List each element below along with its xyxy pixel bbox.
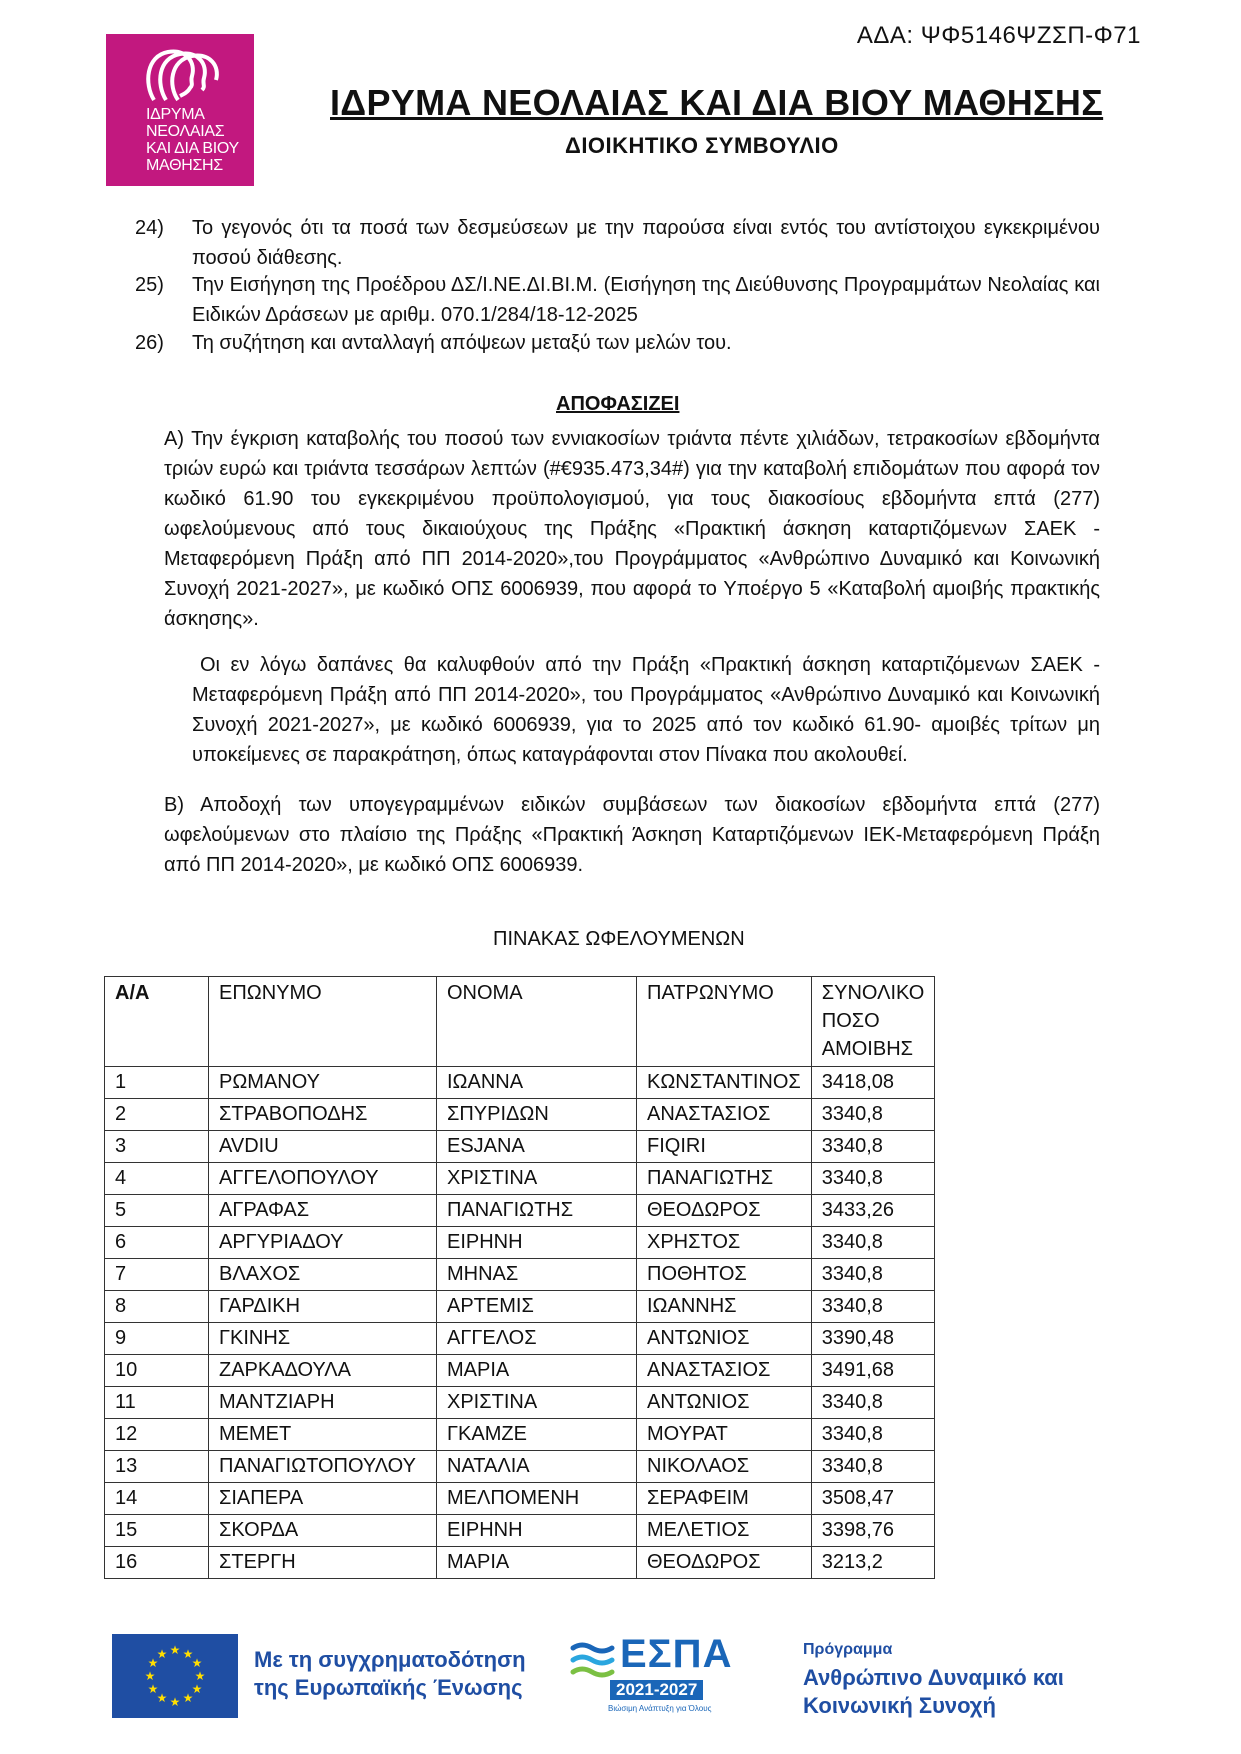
cell-aa: 15 (105, 1515, 209, 1547)
cell-name: ΜΑΡΙΑ (437, 1355, 637, 1387)
cell-patronymic: ΝΙΚΟΛΑΟΣ (637, 1451, 812, 1483)
cell-surname: ΑΓΓΕΛΟΠΟΥΛΟΥ (209, 1163, 437, 1195)
cell-surname: ΣΤΡΑΒΟΠΟΔΗΣ (209, 1099, 437, 1131)
espa-wordmark: ΕΣΠΑ (620, 1632, 733, 1676)
cell-patronymic: ΧΡΗΣΤΟΣ (637, 1227, 812, 1259)
decision-paragraph-a-funding: Οι εν λόγω δαπάνες θα καλυφθούν από την Πράξη «Πρακτική άσκηση καταρτιζόμενων ΣΑΕΚ - Μεταφερόμενη Πράξη από ΠΠ 2014-2020», του Προγράμματος «Ανθρώπινο Δυναμικό και Κοινωνική Συνοχή 2021-2027», με κωδικό 6006939, για το 2025 από τον κωδικό 61.90- αμοιβές τρίτων μη υποκείμενες σε παρακράτηση, όπως καταγράφονται στον Πίνακα που ακολουθεί. (192, 654, 1100, 766)
cell-surname: ΑΡΓΥΡΙΑΔΟΥ (209, 1227, 437, 1259)
cell-patronymic: FIQIRI (637, 1131, 812, 1163)
cell-name: ESJANA (437, 1131, 637, 1163)
cell-amount: 3340,8 (811, 1259, 935, 1291)
ada-code: ΑΔΑ: ΨΦ5146ΨΖΣΠ-Φ71 (856, 22, 1141, 49)
espa-wave-icon (570, 1640, 616, 1680)
cell-amount: 3508,47 (811, 1483, 935, 1515)
cell-aa: 3 (105, 1131, 209, 1163)
column-header-patronymic: ΠΑΤΡΩΝΥΜΟ (637, 977, 812, 1067)
cell-amount: 3340,8 (811, 1451, 935, 1483)
cell-surname: ΜΑΝΤΖΙΑΡΗ (209, 1387, 437, 1419)
cell-aa: 6 (105, 1227, 209, 1259)
program-name: Ανθρώπινο Δυναμικό και Κοινωνική Συνοχή (803, 1665, 1064, 1718)
eu-cofunding-text: Με τη συγχρηματοδότηση της Ευρωπαϊκής Ένωσης (254, 1647, 526, 1700)
svg-text:★: ★ (169, 1643, 181, 1657)
espa-slogan: Βιώσιμη Ανάπτυξη για Όλους (608, 1704, 712, 1713)
cell-amount: 3340,8 (811, 1131, 935, 1163)
cell-aa: 4 (105, 1163, 209, 1195)
organization-title: ΙΔΡΥΜΑ ΝΕΟΛΑΙΑΣ ΚΑΙ ΔΙΑ ΒΙΟΥ ΜΑΘΗΣΗΣ (330, 82, 1104, 123)
svg-text:★: ★ (191, 1656, 203, 1670)
cell-amount: 3340,8 (811, 1387, 935, 1419)
cell-name: ΙΩΑΝΝΑ (437, 1067, 637, 1099)
cell-aa: 12 (105, 1419, 209, 1451)
consideration-text: Την Εισήγηση της Προέδρου ΔΣ/Ι.ΝΕ.ΔΙ.ΒΙ.Μ. (Εισήγηση της Διεύθυνσης Προγραμμάτων Νεολαίας και Ειδικών Δράσεων με αριθμ. 070.1/284/18-12-2025 (192, 274, 1100, 326)
cell-name: ΧΡΙΣΤΙΝΑ (437, 1387, 637, 1419)
cell-patronymic: ΙΩΑΝΝΗΣ (637, 1291, 812, 1323)
cell-name: ΜΕΛΠΟΜΕΝΗ (437, 1483, 637, 1515)
cell-name: ΣΠΥΡΙΔΩΝ (437, 1099, 637, 1131)
table-title: ΠΙΝΑΚΑΣ ΩΦΕΛΟΥΜΕΝΩΝ (493, 928, 745, 950)
svg-text:★: ★ (182, 1647, 194, 1661)
cell-amount: 3390,48 (811, 1323, 935, 1355)
cell-surname: ΓΑΡΔΙΚΗ (209, 1291, 437, 1323)
consideration-text: Τη συζήτηση και ανταλλαγή απόψεων μεταξύ των μελών του. (192, 332, 732, 354)
espa-logo (570, 1632, 733, 1722)
cell-amount: 3491,68 (811, 1355, 935, 1387)
beneficiaries-table (104, 976, 935, 1579)
table-row (105, 1291, 935, 1323)
cell-surname: ΓΚΙΝΗΣ (209, 1323, 437, 1355)
cell-patronymic: ΠΟΘΗΤΟΣ (637, 1259, 812, 1291)
cell-aa: 8 (105, 1291, 209, 1323)
eu-stars-icon (112, 1634, 238, 1718)
cell-aa: 5 (105, 1195, 209, 1227)
cell-patronymic: ΠΑΝΑΓΙΩΤΗΣ (637, 1163, 812, 1195)
cell-amount: 3340,8 (811, 1099, 935, 1131)
svg-text:★: ★ (147, 1656, 159, 1670)
cell-name: ΑΡΤΕΜΙΣ (437, 1291, 637, 1323)
table-row (105, 1483, 935, 1515)
cell-amount: 3340,8 (811, 1419, 935, 1451)
consideration-number: 24) (135, 217, 164, 239)
cell-amount: 3340,8 (811, 1227, 935, 1259)
cell-aa: 14 (105, 1483, 209, 1515)
cell-aa: 13 (105, 1451, 209, 1483)
cell-amount: 3340,8 (811, 1163, 935, 1195)
table-row (105, 1419, 935, 1451)
svg-text:★: ★ (194, 1669, 206, 1683)
table-row (105, 1099, 935, 1131)
cell-patronymic: ΘΕΟΔΩΡΟΣ (637, 1547, 812, 1579)
cell-amount: 3418,08 (811, 1067, 935, 1099)
cell-name: ΕΙΡΗΝΗ (437, 1227, 637, 1259)
cell-aa: 10 (105, 1355, 209, 1387)
column-header-total-amount: ΣΥΝΟΛΙΚΟ ΠΟΣΟ ΑΜΟΙΒΗΣ (811, 977, 935, 1067)
logo-text: ΙΔΡΥΜΑ ΝΕΟΛΑΙΑΣ ΚΑΙ ΔΙΑ ΒΙΟΥ ΜΑΘΗΣΗΣ (146, 106, 239, 174)
cell-patronymic: ΑΝΤΩΝΙΟΣ (637, 1387, 812, 1419)
decision-paragraph-b: Β) Αποδοχή των υπογεγραμμένων ειδικών συμβάσεων των διακοσίων εβδομήντα επτά (277) ωφελούμενων στο πλαίσιο της Πράξης «Πρακτική Άσκηση Καταρτιζόμενων ΙΕΚ-Μεταφερόμενη Πράξη από ΠΠ 2014-2020», με κωδικό ΟΠΣ 6006939. (164, 794, 1100, 876)
cell-aa: 1 (105, 1067, 209, 1099)
cell-surname: ΡΩΜΑΝΟΥ (209, 1067, 437, 1099)
table-row (105, 1547, 935, 1579)
svg-text:★: ★ (156, 1691, 168, 1705)
board-subtitle: ΔΙΟΙΚΗΤΙΚΟ ΣΥΜΒΟΥΛΙΟ (565, 133, 839, 158)
cell-name: ΑΓΓΕΛΟΣ (437, 1323, 637, 1355)
cell-name: ΕΙΡΗΝΗ (437, 1515, 637, 1547)
column-header-name: ΟΝΟΜΑ (437, 977, 637, 1067)
cell-surname: ΒΛΑΧΟΣ (209, 1259, 437, 1291)
organization-logo (106, 34, 254, 186)
table-row (105, 1131, 935, 1163)
cell-amount: 3213,2 (811, 1547, 935, 1579)
cell-aa: 7 (105, 1259, 209, 1291)
cell-patronymic: ΑΝΤΩΝΙΟΣ (637, 1323, 812, 1355)
cell-surname: ΑΓΡΑΦΑΣ (209, 1195, 437, 1227)
decision-paragraph-a: Α) Την έγκριση καταβολής του ποσού των εννιακοσίων τριάντα πέντε χιλιάδων, τετρακοσίων εβδομήντα τριών ευρώ και τριάντα τεσσάρων λεπτών (#€935.473,34#) για την καταβολή επιδομάτων που αφορά τον κωδικό 61.90 του εγκεκριμένου προϋπολογισμού, για τους διακοσίους εβδομήντα επτά (277) ωφελούμενους από τους δικαιούχους της Πράξης «Πρακτική άσκηση καταρτιζόμενων ΣΑΕΚ - Μεταφερόμενη Πράξη από ΠΠ 2014-2020»,του Προγράμματος «Ανθρώπινο Δυναμικό και Κοινωνική Συνοχή 2021-2027», με κωδικό ΟΠΣ 6006939, που αφορά το Υποέργο 5 «Καταβολή αμοιβής πρακτικής άσκησης». (164, 428, 1100, 630)
consideration-number: 26) (135, 332, 164, 354)
svg-text:★: ★ (156, 1647, 168, 1661)
column-header-aa: Α/Α (105, 977, 209, 1067)
table-row (105, 1259, 935, 1291)
table-header-row (105, 977, 935, 1067)
cell-name: ΝΑΤΑΛΙΑ (437, 1451, 637, 1483)
cell-amount: 3433,26 (811, 1195, 935, 1227)
cell-name: ΠΑΝΑΓΙΩΤΗΣ (437, 1195, 637, 1227)
column-header-surname: ΕΠΩΝΥΜΟ (209, 977, 437, 1067)
cell-surname: AVDIU (209, 1131, 437, 1163)
head-silhouette-icon (134, 44, 224, 106)
cell-surname: ΠΑΝΑΓΙΩΤΟΠΟΥΛΟΥ (209, 1451, 437, 1483)
table-row (105, 1227, 935, 1259)
table-row (105, 1195, 935, 1227)
table-row (105, 1163, 935, 1195)
consideration-text: Το γεγονός ότι τα ποσά των δεσμεύσεων με την παρούσα είναι εντός του αντίστοιχου εγκεκριμένου ποσού διάθεσης. (192, 217, 1100, 269)
table-row (105, 1387, 935, 1419)
svg-text:★: ★ (169, 1695, 181, 1709)
table-row (105, 1451, 935, 1483)
cell-name: ΜΑΡΙΑ (437, 1547, 637, 1579)
cell-name: ΓΚΑΜΖΕ (437, 1419, 637, 1451)
svg-text:★: ★ (191, 1682, 203, 1696)
cell-aa: 2 (105, 1099, 209, 1131)
cell-patronymic: ΘΕΟΔΩΡΟΣ (637, 1195, 812, 1227)
cell-aa: 16 (105, 1547, 209, 1579)
cell-surname: ΣΙΑΠΕΡΑ (209, 1483, 437, 1515)
svg-text:★: ★ (147, 1682, 159, 1696)
cell-aa: 11 (105, 1387, 209, 1419)
cell-surname: ΣΚΟΡΔΑ (209, 1515, 437, 1547)
svg-text:★: ★ (144, 1669, 156, 1683)
consideration-number: 25) (135, 274, 164, 296)
cell-patronymic: ΚΩΝΣΤΑΝΤΙΝΟΣ (637, 1067, 812, 1099)
eu-flag (112, 1634, 238, 1718)
table-row (105, 1067, 935, 1099)
svg-text:★: ★ (182, 1691, 194, 1705)
table-row (105, 1355, 935, 1387)
decision-heading: ΑΠΟΦΑΣΙΖΕΙ (556, 393, 680, 415)
cell-amount: 3398,76 (811, 1515, 935, 1547)
cell-surname: ΖΑΡΚΑΔΟΥΛΑ (209, 1355, 437, 1387)
cell-patronymic: ΑΝΑΣΤΑΣΙΟΣ (637, 1355, 812, 1387)
cell-patronymic: ΑΝΑΣΤΑΣΙΟΣ (637, 1099, 812, 1131)
cell-amount: 3340,8 (811, 1291, 935, 1323)
program-label: Πρόγραμμα (803, 1641, 893, 1658)
cell-name: ΧΡΙΣΤΙΝΑ (437, 1163, 637, 1195)
cell-surname: ΜΕΜΕΤ (209, 1419, 437, 1451)
cell-patronymic: ΜΕΛΕΤΙΟΣ (637, 1515, 812, 1547)
cell-patronymic: ΣΕΡΑΦΕΙΜ (637, 1483, 812, 1515)
espa-years: 2021-2027 (610, 1680, 703, 1700)
cell-surname: ΣΤΕΡΓΗ (209, 1547, 437, 1579)
cell-name: ΜΗΝΑΣ (437, 1259, 637, 1291)
cell-patronymic: ΜΟΥΡΑΤ (637, 1419, 812, 1451)
cell-aa: 9 (105, 1323, 209, 1355)
table-row (105, 1323, 935, 1355)
table-row (105, 1515, 935, 1547)
